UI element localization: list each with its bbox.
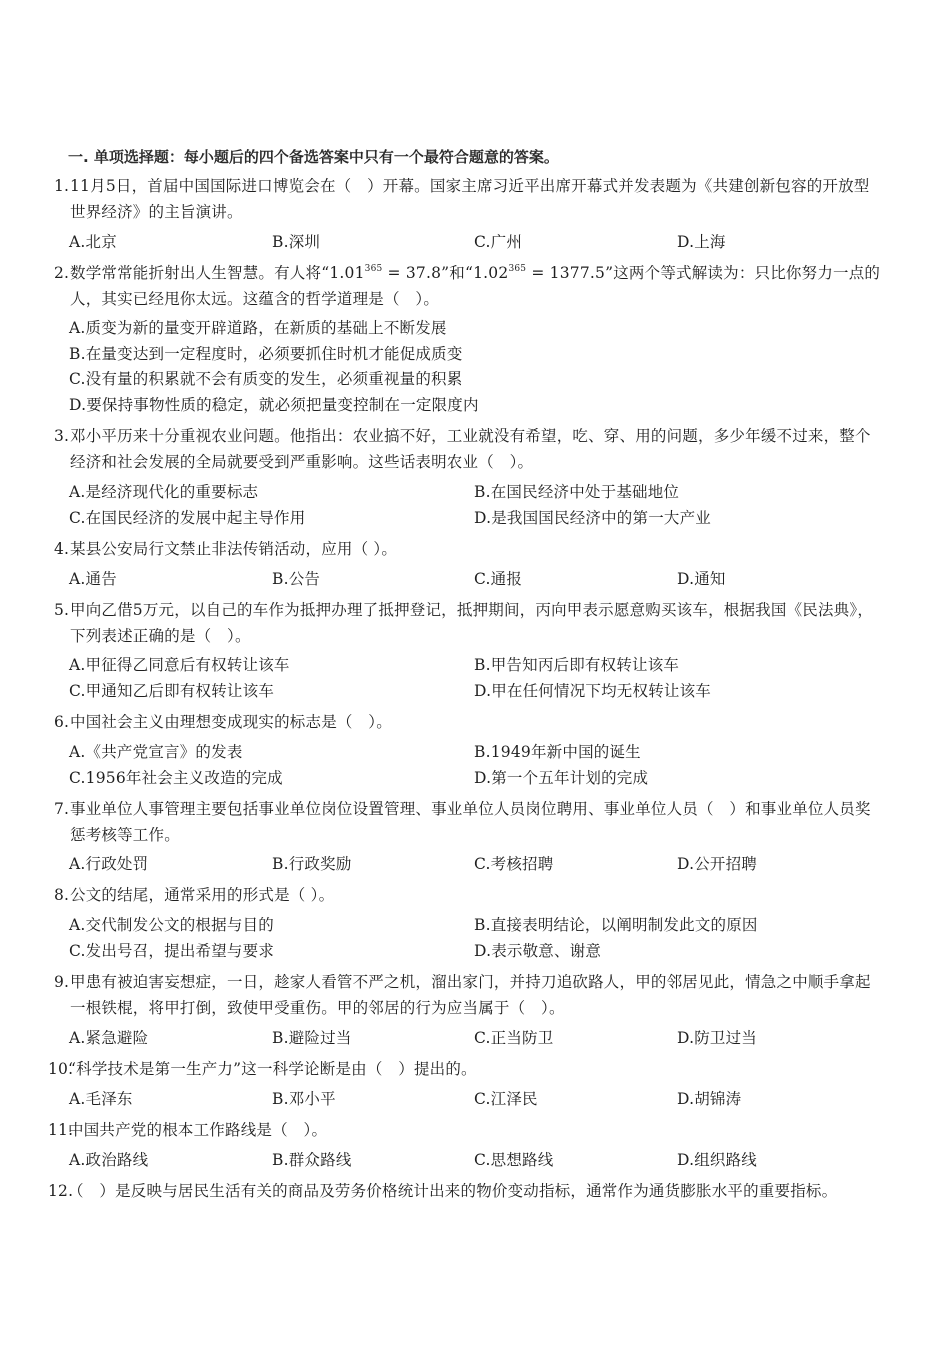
question-number: 5. — [54, 601, 70, 619]
option-c[interactable]: C.没有量的积累就不会有质变的发生，必须重视量的积累 — [69, 370, 463, 388]
question-number: 12. — [48, 1182, 74, 1200]
option-a[interactable]: A.毛泽东 — [69, 1090, 133, 1108]
question-stem: 甲患有被迫害妄想症，一日，趁家人看管不严之机，溜出家门，并持刀追砍路人，甲的邻居见此，情急之中顺手拿起一根铁棍，将甲打倒，致使甲受重伤。甲的邻居的行为应当属于（ ）。 — [70, 973, 871, 1017]
option-c[interactable]: C.江泽民 — [474, 1090, 538, 1108]
question-number: 2. — [54, 264, 70, 282]
option-d[interactable]: D.上海 — [677, 233, 726, 251]
option-c[interactable]: C.广州 — [474, 233, 523, 251]
option-c[interactable]: C.思想路线 — [474, 1151, 554, 1169]
option-c[interactable]: C.在国民经济的发展中起主导作用 — [69, 509, 306, 527]
option-b[interactable]: B.公告 — [272, 570, 321, 588]
option-b[interactable]: B.1949年新中国的诞生 — [474, 743, 641, 761]
exponent: 365 — [508, 264, 527, 274]
stem-text-before: 数学常常能折射出人生智慧。有人将“1.01 — [70, 264, 365, 282]
option-b[interactable]: B.行政奖励 — [272, 855, 352, 873]
option-a[interactable]: A.北京 — [69, 233, 117, 251]
option-d[interactable]: D.防卫过当 — [677, 1029, 758, 1047]
question-5 — [54, 598, 884, 649]
option-c[interactable]: C.发出号召，提出希望与要求 — [69, 942, 275, 960]
question-8 — [54, 883, 884, 909]
exponent: 365 — [364, 264, 383, 274]
option-b[interactable]: B.在量变达到一定程度时，必须要抓住时机才能促成质变 — [69, 345, 463, 363]
question-number: 11. — [48, 1121, 74, 1139]
option-a[interactable]: A.行政处罚 — [69, 855, 149, 873]
option-a[interactable]: A.《共产党宣言》的发表 — [69, 743, 243, 761]
option-a[interactable]: A.甲征得乙同意后有权转让该车 — [69, 656, 290, 674]
option-b[interactable]: B.群众路线 — [272, 1151, 352, 1169]
question-number: 6. — [54, 713, 70, 731]
question-stem: （ ）是反映与居民生活有关的商品及劳务价格统计出来的物价变动指标，通常作为通货膨胀水平的重要指标。 — [68, 1182, 838, 1200]
question-number: 7. — [54, 800, 70, 818]
question-6 — [54, 710, 884, 736]
question-number: 8. — [54, 886, 70, 904]
option-d[interactable]: D.甲在任何情况下均无权转让该车 — [474, 682, 712, 700]
option-b[interactable]: B.邓小平 — [272, 1090, 336, 1108]
option-b[interactable]: B.甲告知丙后即有权转让该车 — [474, 656, 680, 674]
option-c[interactable]: C.通报 — [474, 570, 523, 588]
question-number: 10. — [48, 1060, 74, 1078]
option-d[interactable]: D.第一个五年计划的完成 — [474, 769, 649, 787]
question-number: 3. — [54, 427, 70, 445]
question-stem: “科学技术是第一生产力”这一科学论断是由（ ）提出的。 — [68, 1060, 477, 1078]
option-b[interactable]: B.深圳 — [272, 233, 321, 251]
option-b[interactable]: B.避险过当 — [272, 1029, 352, 1047]
option-a[interactable]: A.通告 — [69, 570, 117, 588]
option-a[interactable]: A.是经济现代化的重要标志 — [69, 483, 259, 501]
option-d[interactable]: D.组织路线 — [677, 1151, 758, 1169]
option-c[interactable]: C.1956年社会主义改造的完成 — [69, 769, 283, 787]
stem-text-mid: = 37.8”和“1.02 — [382, 264, 509, 282]
question-number: 9. — [54, 973, 70, 991]
question-stem: 中国共产党的根本工作路线是（ ）。 — [68, 1121, 328, 1139]
section-title: 一. 单项选择题：每小题后的四个备选答案中只有一个最符合题意的答案。 — [68, 148, 559, 166]
option-c[interactable]: C.考核招聘 — [474, 855, 554, 873]
option-c[interactable]: C.正当防卫 — [474, 1029, 554, 1047]
option-a[interactable]: A.交代制发公文的根据与目的 — [69, 916, 274, 934]
question-11 — [48, 1118, 878, 1144]
question-3 — [54, 424, 884, 475]
question-12 — [48, 1179, 878, 1205]
option-d[interactable]: D.要保持事物性质的稳定，就必须把量变控制在一定限度内 — [69, 396, 479, 414]
question-2 — [54, 261, 884, 312]
question-stem: 11月5日，首届中国国际进口博览会在（ ）开幕。国家主席习近平出席开幕式并发表题为《共建创新包容的开放型世界经济》的主旨演讲。 — [70, 177, 870, 221]
question-1 — [54, 174, 884, 225]
question-stem: 某县公安局行文禁止非法传销活动，应用（ ）。 — [70, 540, 398, 558]
option-b[interactable]: B.直接表明结论，以阐明制发此文的原因 — [474, 916, 758, 934]
option-d[interactable]: D.胡锦涛 — [677, 1090, 742, 1108]
option-c[interactable]: C.甲通知乙后即有权转让该车 — [69, 682, 275, 700]
option-d[interactable]: D.公开招聘 — [677, 855, 758, 873]
option-d[interactable]: D.通知 — [677, 570, 726, 588]
stem-text-after: = 1377.5”这两个等式解读为：只比你努力一点的人，其实已经甩你太远。这蕴含的哲学道理是（ ）。 — [70, 264, 881, 308]
option-b[interactable]: B.在国民经济中处于基础地位 — [474, 483, 680, 501]
question-number: 4. — [54, 540, 70, 558]
question-stem: 事业单位人事管理主要包括事业单位岗位设置管理、事业单位人员岗位聘用、事业单位人员（ ）和事业单位人员奖惩考核等工作。 — [70, 800, 871, 844]
question-7 — [54, 797, 884, 848]
question-stem: 中国社会主义由理想变成现实的标志是（ ）。 — [70, 713, 392, 731]
question-stem: 甲向乙借5万元，以自己的车作为抵押办理了抵押登记，抵押期间，丙向甲表示愿意购买该车，根据我国《民法典》，下列表述正确的是（ ）。 — [70, 601, 874, 645]
option-a[interactable]: A.质变为新的量变开辟道路，在新质的基础上不断发展 — [69, 319, 447, 337]
question-4 — [54, 537, 884, 563]
question-stem: 邓小平历来十分重视农业问题。他指出：农业搞不好，工业就没有希望，吃、穿、用的问题，多少年缓不过来，整个经济和社会发展的全局就要受到严重影响。这些话表明农业（ ）。 — [70, 427, 871, 471]
option-a[interactable]: A.政治路线 — [69, 1151, 149, 1169]
question-10 — [48, 1057, 878, 1083]
question-9 — [54, 970, 884, 1021]
question-stem: 公文的结尾，通常采用的形式是（ ）。 — [70, 886, 335, 904]
question-stem — [54, 261, 884, 312]
option-a[interactable]: A.紧急避险 — [69, 1029, 149, 1047]
option-d[interactable]: D.表示敬意、谢意 — [474, 942, 602, 960]
question-number: 1. — [54, 177, 70, 195]
option-d[interactable]: D.是我国国民经济中的第一大产业 — [474, 509, 712, 527]
